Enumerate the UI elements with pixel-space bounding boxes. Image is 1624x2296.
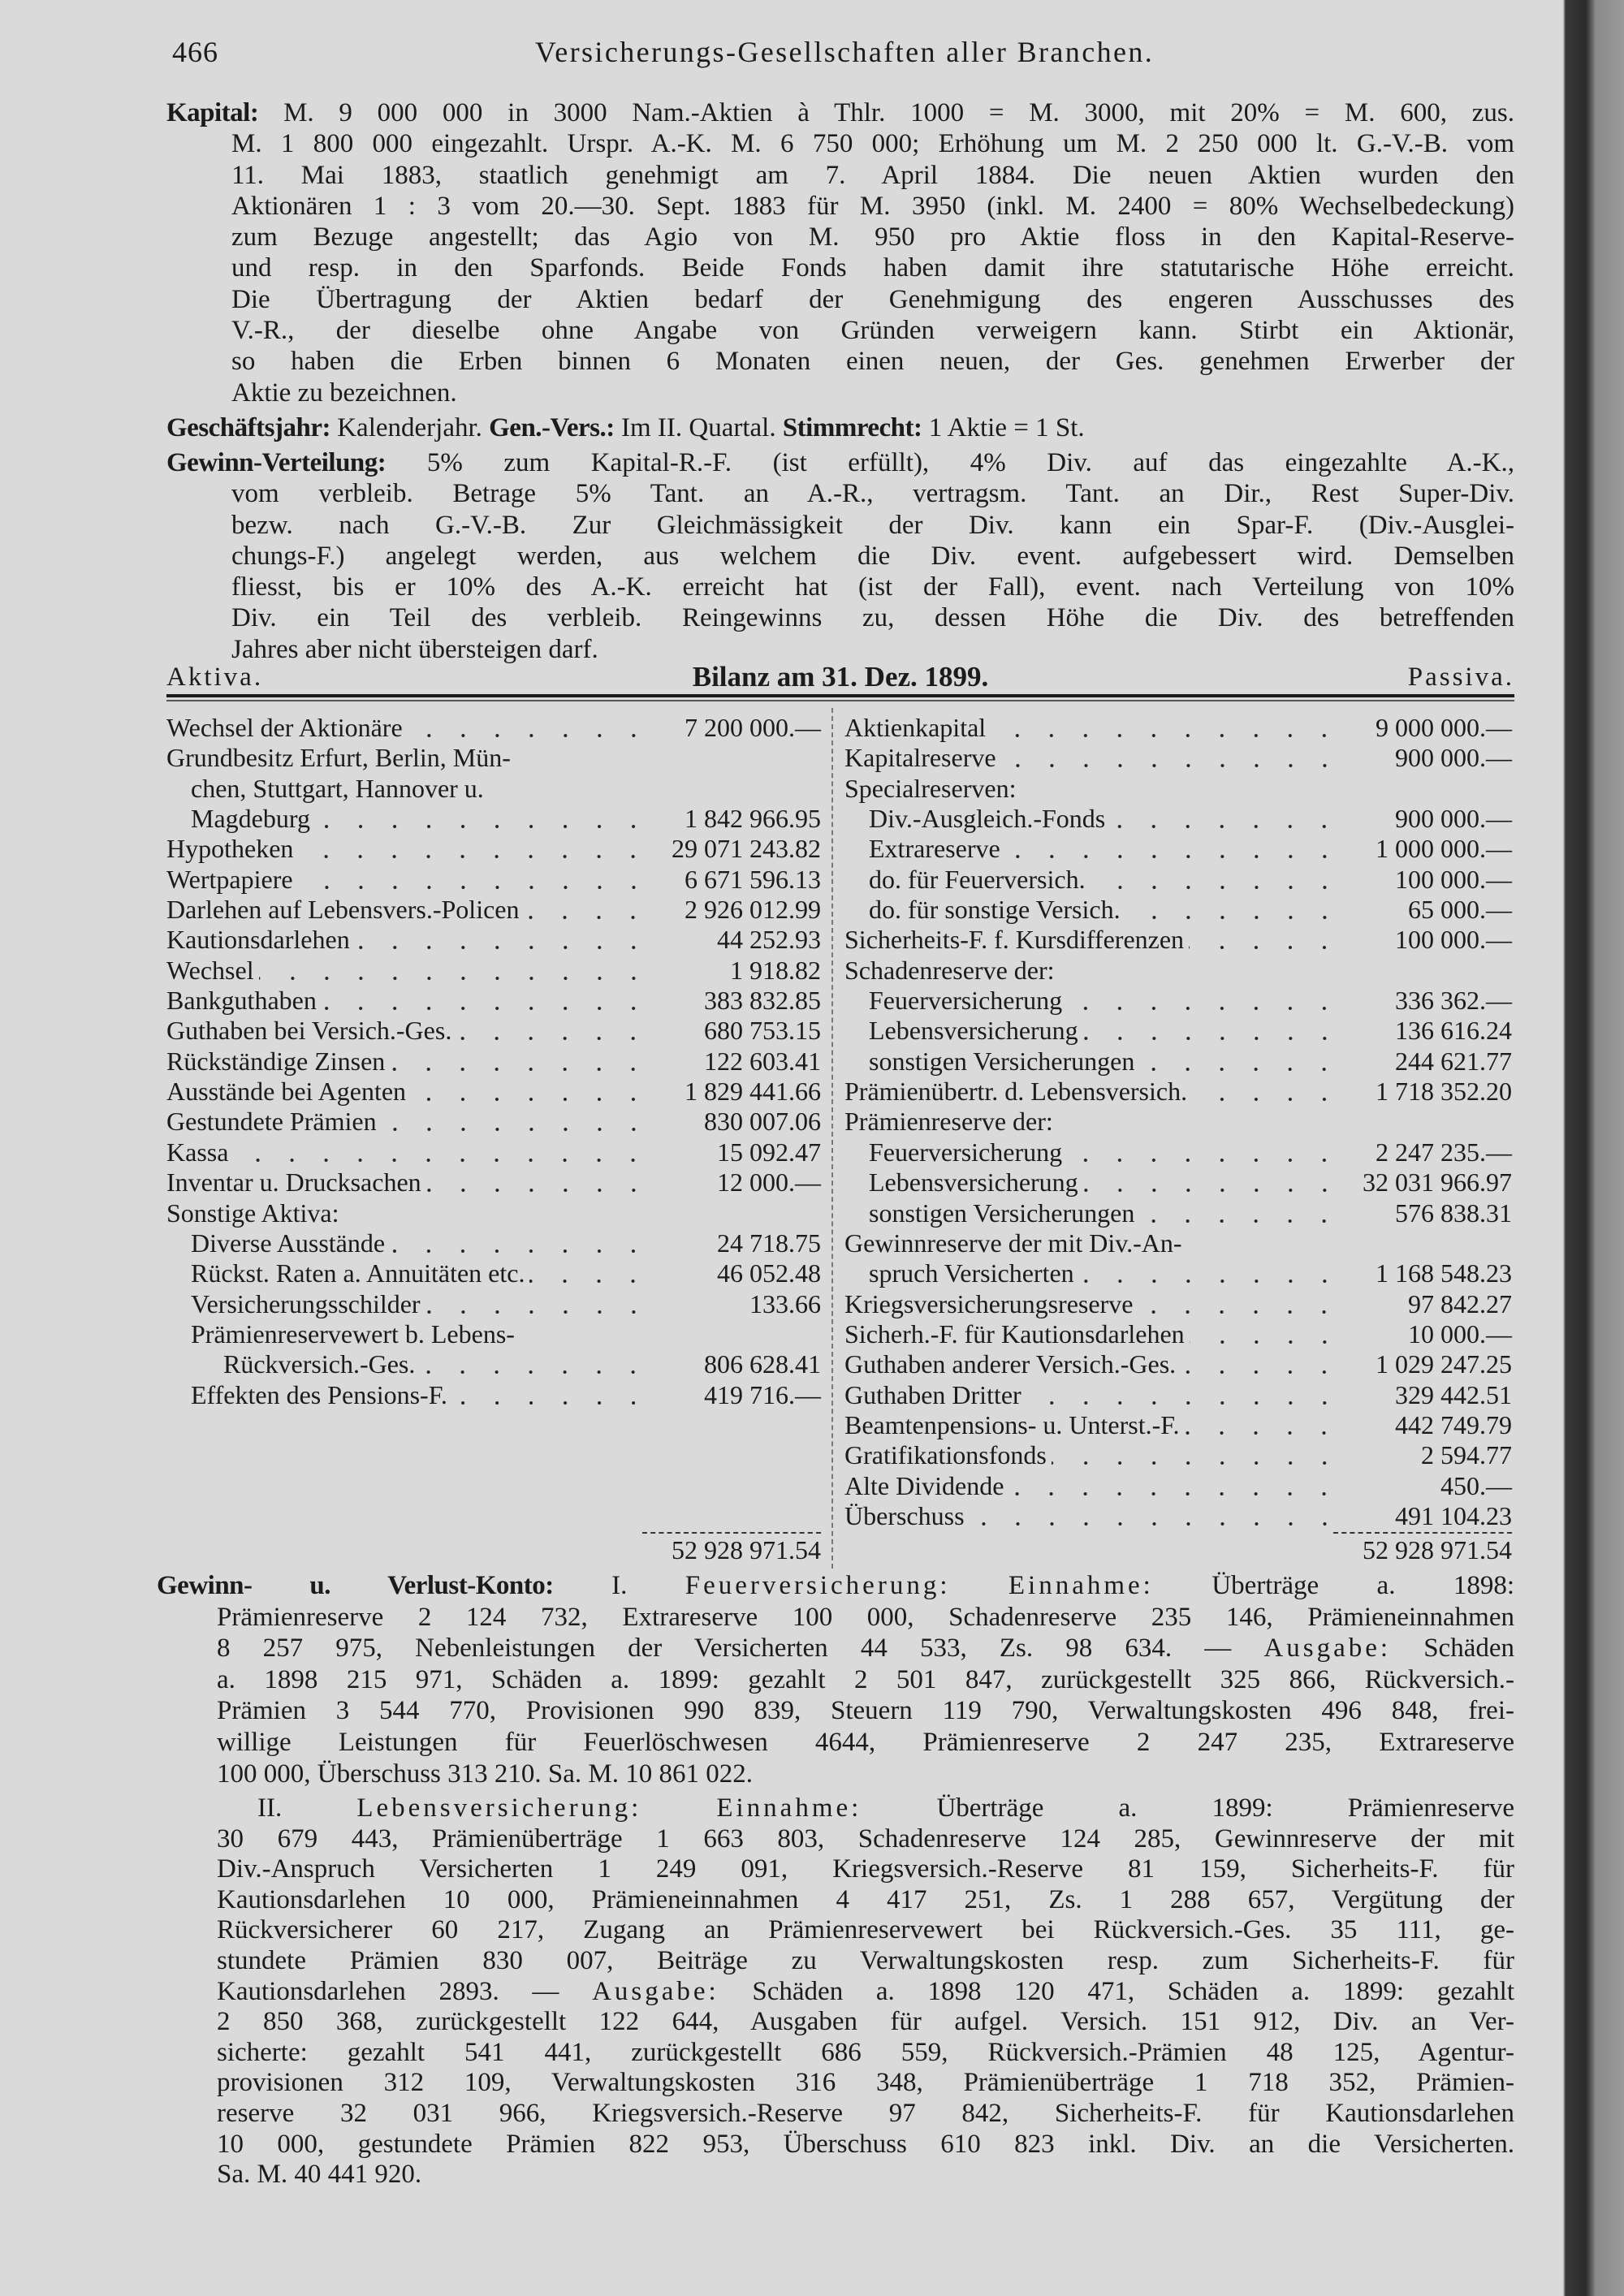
aktiva-column (166, 713, 821, 1410)
text-line (217, 1793, 1514, 1824)
dot-leader (1052, 1440, 1341, 1470)
row-value: 7 200 000.— (685, 713, 821, 742)
row-label: Guthaben anderer Versich.-Ges. (844, 1349, 1177, 1379)
text-segment: Prämienreserve 2 124 732, Extrareserve 100 000, Schadenreserve 235 146, Prämieneinnahmen (217, 1602, 1514, 1632)
row-value: 900 000.— (1395, 804, 1512, 834)
balance-row (166, 1137, 821, 1167)
row-value: 24 718.75 (717, 1228, 821, 1258)
dot-leader (456, 1016, 650, 1046)
row-label: spruch Versicherten (869, 1258, 1074, 1288)
page-number: 466 (172, 36, 218, 68)
heading-rule-thick (166, 694, 1514, 697)
row-value: 2 926 012.99 (685, 895, 821, 925)
balance-row (844, 1137, 1512, 1167)
text-segment: Rückversicherer 60 217, Zugang an Prämienreservewert bei Rückversich.-Ges. 35 111, ge- (217, 1915, 1514, 1945)
text-segment: vom verbleib. Betrage 5% Tant. an A.-R., vertragsm. Tant. an Dir., Rest Super-Div. (231, 479, 1514, 509)
text-segment: so haben die Erben binnen 6 Monaten einen neuen, der Ges. genehmen Erwerber der (231, 347, 1514, 377)
row-value: 122 603.41 (704, 1046, 821, 1076)
text-segment: M. 1 800 000 eingezahlt. Urspr. A.-K. M. 6 750 000; Erhöhung um M. 2 250 000 lt. G.-V.-B. vom (231, 129, 1514, 159)
text-segment: 30 679 443, Prämienüberträge 1 663 803, Schadenreserve 124 285, Gewinnreserve der mit (217, 1823, 1514, 1854)
text-line (166, 346, 1514, 377)
gewinn-verlust-feuer-paragraph (157, 1570, 1514, 1789)
dot-leader (233, 1137, 650, 1167)
text-line (157, 1695, 1514, 1727)
row-value: 2 594.77 (1421, 1440, 1512, 1470)
text-line (157, 1664, 1514, 1696)
dot-leader (1110, 804, 1341, 834)
dot-leader (1139, 1047, 1341, 1077)
balance-row (844, 1258, 1512, 1288)
row-label: Wertpapiere (166, 864, 293, 894)
row-label: Wechsel der Aktionäre (166, 713, 403, 742)
section-label: Geschäftsjahr: (166, 413, 330, 442)
text-line (166, 378, 1514, 408)
text-segment: Überträge a. 1898: (1153, 1571, 1514, 1600)
text-line (166, 252, 1514, 283)
row-label: Rückständige Zinsen (166, 1046, 386, 1076)
balance-row (844, 1016, 1512, 1046)
row-label: Extrareserve (869, 834, 1000, 864)
section-label: Gewinn- u. Verlust-Konto: (157, 1571, 554, 1600)
row-label: Gratifikationsfonds (844, 1440, 1047, 1470)
row-label: Sicherh.-F. für Kautionsdarlehen (844, 1318, 1185, 1349)
text-segment: stundete Prämien 830 007, Beiträge zu Verwaltungskosten resp. zum Sicherheits-F. für (217, 1945, 1514, 1975)
row-value: 1 029 247.25 (1376, 1349, 1512, 1379)
balance-row (166, 1107, 821, 1137)
row-label: Darlehen auf Lebensvers.-Policen (166, 895, 520, 925)
row-value: 419 716.— (704, 1379, 821, 1409)
row-label: do. für sonstige Versich. (869, 895, 1121, 925)
dot-leader (1189, 925, 1341, 955)
row-value: 900 000.— (1395, 743, 1512, 773)
balance-row (844, 1319, 1512, 1349)
dot-leader (1125, 895, 1341, 925)
text-segment: 8 257 975, Nebenleistungen der Versicherten 44 533, Zs. 98 634. — (217, 1634, 1264, 1664)
row-label: Specialreserven: (844, 773, 1017, 803)
balance-row (844, 1289, 1512, 1319)
row-value: 442 749.79 (1395, 1409, 1512, 1439)
text-segment: Sa. M. 40 441 920. (217, 2160, 422, 2190)
balance-row (166, 1047, 821, 1077)
text-segment: 100 000, Überschuss 313 210. Sa. M. 10 861 022. (217, 1759, 753, 1789)
text-segment: reserve 32 031 966, Kriegsversich.-Reserve 97 842, Sicherheits-F. für Kautionsdarlehen (217, 2098, 1514, 2128)
row-value: 46 052.48 (717, 1258, 821, 1288)
balance-row (844, 1349, 1512, 1379)
row-label: Gestundete Prämien (166, 1107, 377, 1137)
text-line (217, 1915, 1514, 1946)
row-value: 1 718 352.20 (1376, 1077, 1512, 1107)
balance-row (166, 804, 821, 834)
heading-rule-thin (166, 700, 1514, 701)
text-segment: V.-R., der dieselbe ohne Angabe von Gründen verweigern kann. Stirbt ein Aktionär, (231, 316, 1514, 346)
row-label: Div.-Ausgleich.-Fonds (869, 804, 1106, 834)
dot-leader (408, 713, 650, 743)
dot-leader (1009, 1471, 1341, 1501)
row-value: 9 000 000.— (1376, 713, 1512, 742)
scan-page-edge (1563, 0, 1624, 2296)
row-value: 336 362.— (1395, 986, 1512, 1016)
balance-row (844, 986, 1512, 1016)
passiva-label: Passiva. (1407, 662, 1514, 692)
balance-row (166, 743, 821, 773)
text-segment: sicherte: gezahlt 541 441, zurückgestellt 686 559, Rückversich.-Prämien 48 125, Agentur- (217, 2037, 1514, 2067)
text-segment: Kautionsdarlehen 10 000, Prämieneinnahmen 4 417 251, Zs. 1 288 657, Vergütung der (217, 1884, 1514, 1914)
text-line (166, 412, 1514, 443)
row-label: Guthaben bei Versich.-Ges. (166, 1016, 452, 1046)
row-label: Guthaben Dritter (844, 1379, 1021, 1409)
row-label: Lebensversicherung (869, 1167, 1078, 1198)
text-segment: 1 Aktie = 1 St. (922, 413, 1085, 442)
balance-row (844, 956, 1512, 986)
row-value: 100 000.— (1395, 925, 1512, 955)
dot-leader (1184, 1410, 1341, 1440)
passiva-total: 52 928 971.54 (1333, 1532, 1512, 1565)
row-value: 244 621.77 (1395, 1046, 1512, 1076)
text-segment: chungs-F.) angelegt werden, aus welchem die Div. event. aufgebessert wird. Demselben (231, 541, 1514, 571)
row-value: 100 000.— (1395, 864, 1512, 894)
dot-leader (970, 1501, 1341, 1531)
text-line (217, 1977, 1514, 2008)
dot-leader (991, 713, 1341, 743)
dot-leader (1067, 1137, 1341, 1167)
text-line (166, 97, 1514, 128)
text-line (166, 478, 1514, 509)
row-label: Aktienkapital (844, 713, 987, 742)
dot-leader (1026, 1380, 1341, 1410)
dot-leader (390, 1047, 650, 1077)
aktiva-total: 52 928 971.54 (642, 1532, 821, 1565)
row-value: 12 000.— (717, 1167, 821, 1198)
row-value: 1 000 000.— (1376, 834, 1512, 864)
dot-leader (1067, 986, 1341, 1016)
row-value: 383 832.85 (704, 986, 821, 1016)
text-segment: a. 1898 215 971, Schäden a. 1899: gezahlt 2 501 847, zurückgestellt 325 866, Rückversich.- (217, 1664, 1514, 1694)
text-segment: 2 850 368, zurückgestellt 122 644, Ausgaben für aufgel. Versich. 151 912, Div. an Ver- (217, 2007, 1514, 2037)
dot-leader (452, 1380, 650, 1410)
balance-row (844, 1167, 1512, 1198)
balance-row (166, 986, 821, 1016)
spaced-heading: Ausgabe: (592, 1976, 719, 2006)
text-line (166, 284, 1514, 315)
text-line (166, 160, 1514, 191)
passiva-column (844, 713, 1512, 1531)
balance-row (166, 925, 821, 955)
text-line (166, 315, 1514, 346)
balance-row (166, 1380, 821, 1410)
text-segment: Aktionären 1 : 3 vom 20.—30. Sept. 1883 für M. 3950 (inkl. M. 2400 = 80% Wechselbedeckung) (231, 191, 1514, 221)
text-segment (951, 1571, 1009, 1600)
balance-row (166, 713, 821, 743)
dot-leader (315, 804, 650, 834)
spaced-heading: Einnahme: (1008, 1571, 1154, 1600)
row-value: 2 247 235.— (1376, 1137, 1512, 1167)
row-label: Feuerversicherung (869, 986, 1063, 1016)
text-segment: II. (257, 1793, 357, 1823)
balance-row (166, 865, 821, 895)
balance-row (844, 1107, 1512, 1137)
dot-leader (1083, 1167, 1341, 1198)
text-segment: Im II. Quartal. (614, 413, 783, 442)
balance-row (166, 956, 821, 986)
row-label: Ausstände bei Agenten (166, 1077, 407, 1107)
row-label: do. für Feuerversich. (869, 864, 1086, 894)
dot-leader (298, 834, 650, 864)
text-segment: Überträge a. 1899: Prämienreserve (862, 1793, 1514, 1823)
text-line (217, 2068, 1514, 2099)
text-segment: 5% zum Kapital-R.-F. (ist erfüllt), 4% Div. auf das eingezahlte A.-K., (386, 448, 1514, 477)
text-segment: Jahres aber nicht übersteigen darf. (231, 634, 598, 664)
dot-leader (322, 986, 650, 1016)
row-label: Inventar u. Drucksachen (166, 1167, 421, 1198)
text-line (166, 191, 1514, 222)
row-value: 1 168 548.23 (1376, 1258, 1512, 1288)
balance-sheet-title: Bilanz am 31. Dez. 1899. (692, 661, 989, 693)
balance-row (844, 1440, 1512, 1470)
text-segment: Kalenderjahr. (330, 413, 490, 442)
text-line (157, 1633, 1514, 1664)
text-line (217, 1824, 1514, 1855)
balance-row (844, 865, 1512, 895)
dot-leader (1001, 743, 1341, 773)
balance-row (166, 1289, 821, 1319)
row-label: Rückversich.-Ges. (223, 1349, 416, 1379)
balance-row (844, 1228, 1512, 1258)
row-label: Beamtenpensions- u. Unterst.-F. (844, 1409, 1180, 1439)
dot-leader (426, 1167, 650, 1198)
dot-leader (1091, 865, 1341, 895)
balance-row (844, 713, 1512, 743)
row-value: 680 753.15 (704, 1016, 821, 1046)
row-value: 1 918.82 (730, 955, 821, 985)
balance-row (166, 1258, 821, 1288)
spaced-heading: Feuerversicherung: (685, 1571, 951, 1600)
text-segment: Schäden (1391, 1634, 1514, 1664)
text-segment: und resp. in den Sparfonds. Beide Fonds haben damit ihre statutarische Höhe erreicht. (231, 253, 1514, 283)
dot-leader (355, 925, 650, 955)
dot-leader (382, 1107, 650, 1137)
text-segment (641, 1793, 716, 1823)
row-value: 15 092.47 (717, 1137, 821, 1167)
row-label: Sicherheits-F. f. Kursdifferenzen (844, 925, 1185, 955)
row-label: Schadenreserve der: (844, 955, 1055, 985)
text-line (166, 222, 1514, 252)
row-label: Bankguthaben (166, 986, 317, 1016)
balance-row (166, 834, 821, 864)
text-segment: Die Übertragung der Aktien bedarf der Genehmigung des engeren Ausschusses des (231, 284, 1514, 314)
dot-leader (1139, 1198, 1341, 1228)
running-title: Versicherungs-Gesellschaften aller Branchen. (534, 36, 1155, 68)
balance-row (166, 1228, 821, 1258)
balance-row (166, 1077, 821, 1107)
row-value: 32 031 966.97 (1363, 1167, 1512, 1198)
balance-row (844, 1410, 1512, 1440)
dot-leader (420, 1349, 650, 1379)
text-line (217, 2160, 1514, 2190)
spaced-heading: Lebensversicherung: (356, 1793, 642, 1823)
balance-row (844, 804, 1512, 834)
balance-row (166, 774, 821, 804)
dot-leader (390, 1228, 650, 1258)
balance-row (844, 1047, 1512, 1077)
row-label: Wechsel (166, 955, 254, 985)
text-line (217, 2130, 1514, 2160)
balance-row (166, 1349, 821, 1379)
balance-row (844, 925, 1512, 955)
row-value: 1 829 441.66 (685, 1077, 821, 1107)
balance-row (844, 1380, 1512, 1410)
text-segment: 11. Mai 1883, staatlich genehmigt am 7. April 1884. Die neuen Aktien wurden den (231, 160, 1514, 190)
row-label: Versicherungsschilder (191, 1288, 421, 1318)
text-segment: zum Bezuge angestellt; das Agio von M. 950 pro Aktie floss in den Kapital-Reserve- (231, 222, 1514, 252)
row-label: Lebensversicherung (869, 1016, 1078, 1046)
balance-row (844, 1471, 1512, 1501)
text-line (157, 1602, 1514, 1634)
balance-row (166, 1198, 821, 1228)
dot-leader (1192, 1077, 1341, 1107)
text-segment: willige Leistungen für Feuerlöschwesen 4644, Prämienreserve 2 247 235, Extrareserve (217, 1727, 1514, 1757)
row-label: Überschuss (844, 1500, 965, 1530)
row-value: 450.— (1440, 1470, 1512, 1500)
text-line (217, 1885, 1514, 1916)
row-value: 576 838.31 (1395, 1198, 1512, 1228)
dot-leader (1190, 1319, 1341, 1349)
row-value: 44 252.93 (717, 925, 821, 955)
text-segment: Kautionsdarlehen 2893. — (217, 1976, 593, 2006)
text-line (166, 128, 1514, 159)
text-segment: 10 000, gestundete Prämien 822 953, Überschuss 610 823 inkl. Div. an die Versicherten. (217, 2129, 1514, 2159)
row-value: 806 628.41 (704, 1349, 821, 1379)
row-label: Effekten des Pensions-F. (191, 1379, 447, 1409)
dot-leader (529, 1258, 650, 1288)
row-value: 136 616.24 (1395, 1016, 1512, 1046)
row-label: sonstigen Versicherungen (869, 1198, 1135, 1228)
row-value: 830 007.06 (704, 1107, 821, 1137)
balance-row (166, 1319, 821, 1349)
balance-row (166, 895, 821, 925)
row-label: Prämienreserve der: (844, 1107, 1053, 1137)
text-line (157, 1759, 1514, 1790)
dot-leader (1083, 1016, 1341, 1046)
spaced-heading: Ausgabe: (1263, 1634, 1392, 1664)
row-label: Sonstige Aktiva: (166, 1198, 339, 1228)
text-segment: Div. ein Teil des verbleib. Reingewinns zu, dessen Höhe die Div. des betreffenden (231, 603, 1514, 633)
section-label: Gewinn-Verteilung: (166, 448, 387, 477)
section-label: Kapital: (166, 98, 259, 127)
gewinn-verteilung-paragraph (166, 447, 1514, 665)
row-label: Gewinnreserve der mit Div.-An- (844, 1228, 1182, 1258)
row-label: Rückst. Raten a. Annuitäten etc. (191, 1258, 525, 1288)
row-label: Kassa (166, 1137, 229, 1167)
row-value: 97 842.27 (1408, 1288, 1512, 1318)
dot-leader (298, 865, 650, 895)
text-segment: bezw. nach G.-V.-B. Zur Gleichmässigkeit der Div. kann ein Spar-F. (Div.-Ausglei- (231, 510, 1514, 540)
text-segment: provisionen 312 109, Verwaltungskosten 316 348, Prämienüberträge 1 718 352, Prämien- (217, 2068, 1514, 2098)
text-line (217, 2007, 1514, 2038)
text-line (157, 1727, 1514, 1759)
row-label: Alte Dividende (844, 1470, 1004, 1500)
gewinn-verlust-leben-paragraph (217, 1793, 1514, 2190)
section-label: Gen.-Vers.: (489, 413, 615, 442)
row-label: sonstigen Versicherungen (869, 1046, 1135, 1076)
balance-row (166, 1016, 821, 1046)
dot-leader (524, 895, 650, 925)
balance-row (844, 743, 1512, 773)
row-value: 491 104.23 (1395, 1500, 1512, 1530)
row-label: Diverse Ausstände (191, 1228, 386, 1258)
row-label: Feuerversicherung (869, 1137, 1063, 1167)
row-label: Kriegsversicherungsreserve (844, 1288, 1134, 1318)
row-value: 29 071 243.82 (672, 834, 821, 864)
row-label: Kapitalreserve (844, 743, 996, 773)
text-segment: Div.-Anspruch Versicherten 1 249 091, Kriegsversich.-Reserve 81 159, Sicherheits-F. für (217, 1854, 1514, 1884)
dot-leader (1181, 1349, 1341, 1379)
row-value: 1 842 966.95 (685, 804, 821, 834)
text-line (166, 602, 1514, 633)
dot-leader (411, 1077, 650, 1107)
row-label: Prämienübertr. d. Lebensversich. (844, 1077, 1188, 1107)
balance-row (844, 834, 1512, 864)
text-segment: Prämien 3 544 770, Provisionen 990 839, Steuern 119 790, Verwaltungskosten 496 848, frei- (217, 1696, 1514, 1726)
row-value: 133.66 (749, 1288, 821, 1318)
balance-row (844, 1198, 1512, 1228)
text-line (217, 1946, 1514, 1977)
row-label: Magdeburg (191, 804, 310, 834)
text-segment: M. 9 000 000 in 3000 Nam.-Aktien à Thlr. 1000 = M. 3000, mit 20% = M. 600, zus. (258, 98, 1514, 127)
dot-leader (425, 1289, 650, 1319)
row-label: Prämienreservewert b. Lebens- (191, 1318, 515, 1349)
text-line (166, 541, 1514, 572)
text-line (217, 1854, 1514, 1885)
text-line (166, 572, 1514, 602)
row-value: 329 442.51 (1395, 1379, 1512, 1409)
section-label: Stimmrecht: (782, 413, 922, 442)
spaced-heading: Einnahme: (716, 1793, 862, 1823)
column-divider (831, 708, 833, 1569)
balance-row (166, 1167, 821, 1198)
balance-sheet-heading (166, 661, 1514, 693)
row-value: 65 000.— (1408, 895, 1512, 925)
dot-leader (1138, 1289, 1341, 1319)
balance-row (844, 895, 1512, 925)
text-line (166, 447, 1514, 478)
balance-row (844, 1077, 1512, 1107)
text-line (217, 2038, 1514, 2069)
row-value: 6 671 596.13 (685, 864, 821, 894)
kapital-paragraph (166, 97, 1514, 408)
row-value: 10 000.— (1408, 1318, 1512, 1349)
text-line (166, 510, 1514, 541)
row-label: Grundbesitz Erfurt, Berlin, Mün- (166, 743, 511, 773)
row-label: Hypotheken (166, 834, 294, 864)
aktiva-label: Aktiva. (166, 662, 264, 692)
text-line (157, 1570, 1514, 1602)
row-label: Kautionsdarlehen (166, 925, 350, 955)
text-segment: I. (553, 1571, 685, 1600)
balance-row (844, 1501, 1512, 1531)
geschaeftsjahr-paragraph (166, 412, 1514, 443)
dot-leader (1079, 1258, 1341, 1288)
row-label: chen, Stuttgart, Hannover u. (191, 773, 484, 803)
text-segment: fliesst, bis er 10% des A.-K. erreicht hat (ist der Fall), event. nach Verteilung von 10% (231, 572, 1514, 602)
dot-leader (259, 956, 650, 986)
dot-leader (1005, 834, 1341, 864)
text-segment: Schäden a. 1898 120 471, Schäden a. 1899: gezahlt (719, 1976, 1514, 2006)
text-line (217, 2099, 1514, 2130)
balance-row (844, 774, 1512, 804)
text-segment: Aktie zu bezeichnen. (231, 378, 457, 408)
